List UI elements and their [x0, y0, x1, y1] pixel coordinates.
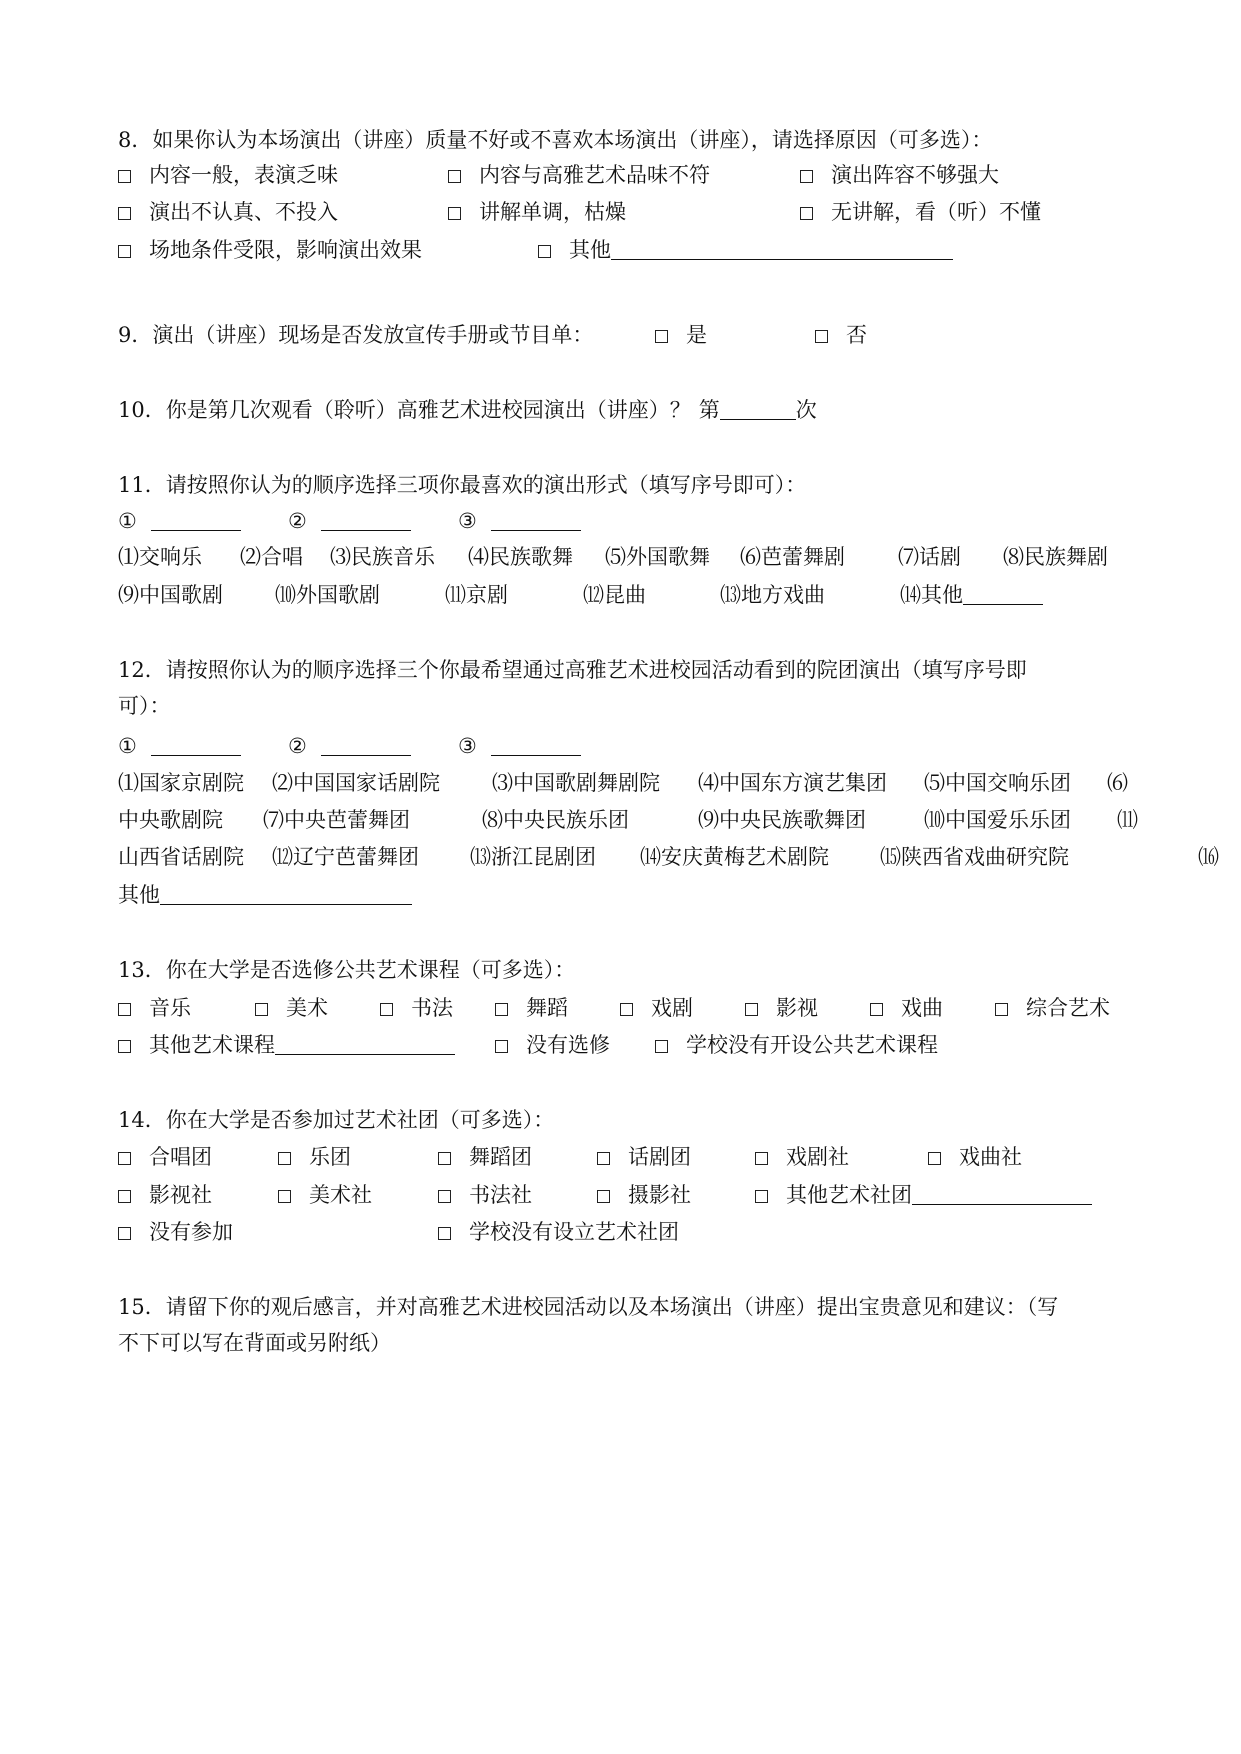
fill-blank[interactable]: [275, 1034, 455, 1055]
q13-option[interactable]: 综合艺术: [995, 993, 1110, 1023]
fill-blank[interactable]: [160, 884, 412, 905]
q14-question: 14．你在大学是否参加过艺术社团（可多选）：: [118, 1108, 555, 1132]
q11-question: 11．请按照你认为的顺序选择三项你最喜欢的演出形式（填写序号即可）：: [118, 473, 807, 497]
q11-option: ⑾京剧: [445, 583, 508, 607]
q11-option: ⑶民族音乐: [330, 545, 435, 569]
checkbox[interactable]: [118, 1003, 131, 1016]
q12-option: ⑷中国东方演艺集团: [698, 771, 887, 795]
q12-option: ⑽中国爱乐乐团: [924, 808, 1071, 832]
q12-option: ⒁安庆黄梅艺术剧院: [640, 845, 829, 869]
checkbox[interactable]: [438, 1190, 451, 1203]
q12-rank-3[interactable]: ③: [458, 731, 581, 761]
fill-blank[interactable]: [151, 735, 241, 756]
q12-option: ⑺中央芭蕾舞团: [263, 808, 410, 832]
fill-blank[interactable]: [491, 510, 581, 531]
q12-option: ⑵中国国家话剧院: [272, 771, 440, 795]
q14-option[interactable]: 话剧团: [597, 1142, 691, 1172]
q11-option: ⑿昆曲: [583, 583, 646, 607]
q13-question: 13．你在大学是否选修公共艺术课程（可多选）：: [118, 958, 576, 982]
q14-option[interactable]: 合唱团: [118, 1142, 212, 1172]
checkbox[interactable]: [118, 207, 131, 220]
q12-option: 中央歌剧院: [118, 808, 223, 832]
checkbox[interactable]: [438, 1152, 451, 1165]
q11-option: ⑵合唱: [240, 545, 303, 569]
q15-question-cont: 不下可以写在背面或另附纸）: [118, 1331, 391, 1355]
q12-option: ⒃: [1198, 845, 1219, 869]
q12-option: ⑾: [1117, 808, 1138, 832]
checkbox[interactable]: [755, 1152, 768, 1165]
q9-option-yes[interactable]: 是: [655, 320, 707, 350]
q13-option[interactable]: 戏曲: [870, 993, 943, 1023]
checkbox[interactable]: [448, 170, 461, 183]
q12-option: ⑴国家京剧院: [118, 771, 244, 795]
q13-option[interactable]: 戏剧: [620, 993, 693, 1023]
checkbox[interactable]: [655, 1040, 668, 1053]
checkbox[interactable]: [278, 1190, 291, 1203]
checkbox[interactable]: [118, 1227, 131, 1240]
checkbox[interactable]: [495, 1040, 508, 1053]
q12-option: ⑶中国歌剧舞剧院: [492, 771, 660, 795]
q9-option-no[interactable]: 否: [815, 320, 867, 350]
q14-option[interactable]: 学校没有设立艺术社团: [438, 1217, 679, 1247]
fill-blank[interactable]: [321, 510, 411, 531]
checkbox[interactable]: [597, 1152, 610, 1165]
q11-option: ⑷民族歌舞: [468, 545, 573, 569]
fill-blank[interactable]: [720, 399, 796, 420]
q8-option[interactable]: 演出不认真、不投入: [118, 197, 338, 227]
checkbox[interactable]: [438, 1227, 451, 1240]
q14-option[interactable]: 戏剧社: [755, 1142, 849, 1172]
q14-option[interactable]: 影视社: [118, 1180, 212, 1210]
q12-option: 山西省话剧院: [118, 845, 244, 869]
q11-rank-3[interactable]: ③: [458, 506, 581, 536]
q11-option: ⑴交响乐: [118, 545, 202, 569]
checkbox[interactable]: [380, 1003, 393, 1016]
q11-rank-2[interactable]: ②: [288, 506, 411, 536]
checkbox[interactable]: [118, 1152, 131, 1165]
q11-option: ⑻民族舞剧: [1003, 545, 1108, 569]
q11-option: ⑺话剧: [898, 545, 961, 569]
q13-option[interactable]: 学校没有开设公共艺术课程: [655, 1030, 938, 1060]
q14-option[interactable]: 舞蹈团: [438, 1142, 532, 1172]
checkbox[interactable]: [745, 1003, 758, 1016]
fill-blank[interactable]: [963, 584, 1043, 605]
q13-option[interactable]: 没有选修: [495, 1030, 610, 1060]
q11-option: ⑹芭蕾舞剧: [740, 545, 845, 569]
q14-option[interactable]: 摄影社: [597, 1180, 691, 1210]
q14-option[interactable]: 乐团: [278, 1142, 351, 1172]
q15-question: 15．请留下你的观后感言，并对高雅艺术进校园活动以及本场演出（讲座）提出宝贵意见和建议：（写: [118, 1295, 1059, 1319]
checkbox[interactable]: [118, 1040, 131, 1053]
fill-blank[interactable]: [611, 239, 953, 260]
fill-blank[interactable]: [912, 1184, 1092, 1205]
q14-option[interactable]: 书法社: [438, 1180, 532, 1210]
checkbox[interactable]: [448, 207, 461, 220]
q14-option[interactable]: 美术社: [278, 1180, 372, 1210]
q8-option[interactable]: 演出阵容不够强大: [800, 160, 999, 190]
q12-rank-2[interactable]: ②: [288, 731, 411, 761]
checkbox[interactable]: [597, 1190, 610, 1203]
q8-question: 8．如果你认为本场演出（讲座）质量不好或不喜欢本场演出（讲座），请选择原因（可多选）：: [118, 128, 993, 152]
checkbox[interactable]: [538, 245, 551, 258]
q13-option-other[interactable]: 其他艺术课程: [118, 1030, 455, 1060]
q12-option-other[interactable]: 其他: [118, 880, 412, 910]
fill-blank[interactable]: [491, 735, 581, 756]
q11-option: ⑽外国歌剧: [275, 583, 380, 607]
q14-option[interactable]: 没有参加: [118, 1217, 233, 1247]
q12-option: ⒂陕西省戏曲研究院: [880, 845, 1069, 869]
checkbox[interactable]: [118, 1190, 131, 1203]
q11-rank-1[interactable]: ①: [118, 506, 241, 536]
q11-option: ⑸外国歌舞: [605, 545, 710, 569]
checkbox[interactable]: [495, 1003, 508, 1016]
q12-option: ⑼中央民族歌舞团: [698, 808, 866, 832]
q12-option: ⑻中央民族乐团: [482, 808, 629, 832]
q13-option[interactable]: 舞蹈: [495, 993, 568, 1023]
q13-option[interactable]: 音乐: [118, 993, 191, 1023]
q8-option[interactable]: 无讲解，看（听）不懂: [800, 197, 1041, 227]
q11-option-other[interactable]: ⒁其他: [900, 580, 1043, 610]
q13-option[interactable]: 美术: [255, 993, 328, 1023]
checkbox[interactable]: [995, 1003, 1008, 1016]
fill-blank[interactable]: [151, 510, 241, 531]
q8-option[interactable]: 内容与高雅艺术品味不符: [448, 160, 710, 190]
q11-option: ⒀地方戏曲: [720, 583, 825, 607]
q10-question: 10．你是第几次观看（聆听）高雅艺术进校园演出（讲座）？ 第 次: [118, 398, 817, 422]
q8-option-other[interactable]: 其他: [538, 235, 953, 265]
checkbox[interactable]: [620, 1003, 633, 1016]
fill-blank[interactable]: [321, 735, 411, 756]
q12-option: ⑿辽宁芭蕾舞团: [272, 845, 419, 869]
q12-question-cont: 可）：: [118, 694, 171, 718]
checkbox[interactable]: [870, 1003, 883, 1016]
checkbox[interactable]: [278, 1152, 291, 1165]
q12-option: ⒀浙江昆剧团: [470, 845, 596, 869]
q11-option: ⑼中国歌剧: [118, 583, 223, 607]
checkbox[interactable]: [800, 170, 813, 183]
checkbox[interactable]: [800, 207, 813, 220]
q13-option[interactable]: 影视: [745, 993, 818, 1023]
q12-rank-1[interactable]: ①: [118, 731, 241, 761]
q8-option[interactable]: 讲解单调，枯燥: [448, 197, 626, 227]
q9-question: 9．演出（讲座）现场是否发放宣传手册或节目单：: [118, 323, 594, 347]
checkbox[interactable]: [255, 1003, 268, 1016]
q12-option: ⑸中国交响乐团: [924, 771, 1071, 795]
q14-option-other[interactable]: 其他艺术社团: [755, 1180, 1092, 1210]
q12-option: ⑹: [1107, 771, 1128, 795]
checkbox[interactable]: [118, 170, 131, 183]
q14-option[interactable]: 戏曲社: [928, 1142, 1022, 1172]
q13-option[interactable]: 书法: [380, 993, 453, 1023]
checkbox[interactable]: [118, 245, 131, 258]
q8-option[interactable]: 场地条件受限，影响演出效果: [118, 235, 422, 265]
checkbox[interactable]: [815, 330, 828, 343]
checkbox[interactable]: [655, 330, 668, 343]
checkbox[interactable]: [755, 1190, 768, 1203]
q8-option[interactable]: 内容一般，表演乏味: [118, 160, 338, 190]
q12-question: 12．请按照你认为的顺序选择三个你最希望通过高雅艺术进校园活动看到的院团演出（填写序号即: [118, 658, 1027, 682]
checkbox[interactable]: [928, 1152, 941, 1165]
